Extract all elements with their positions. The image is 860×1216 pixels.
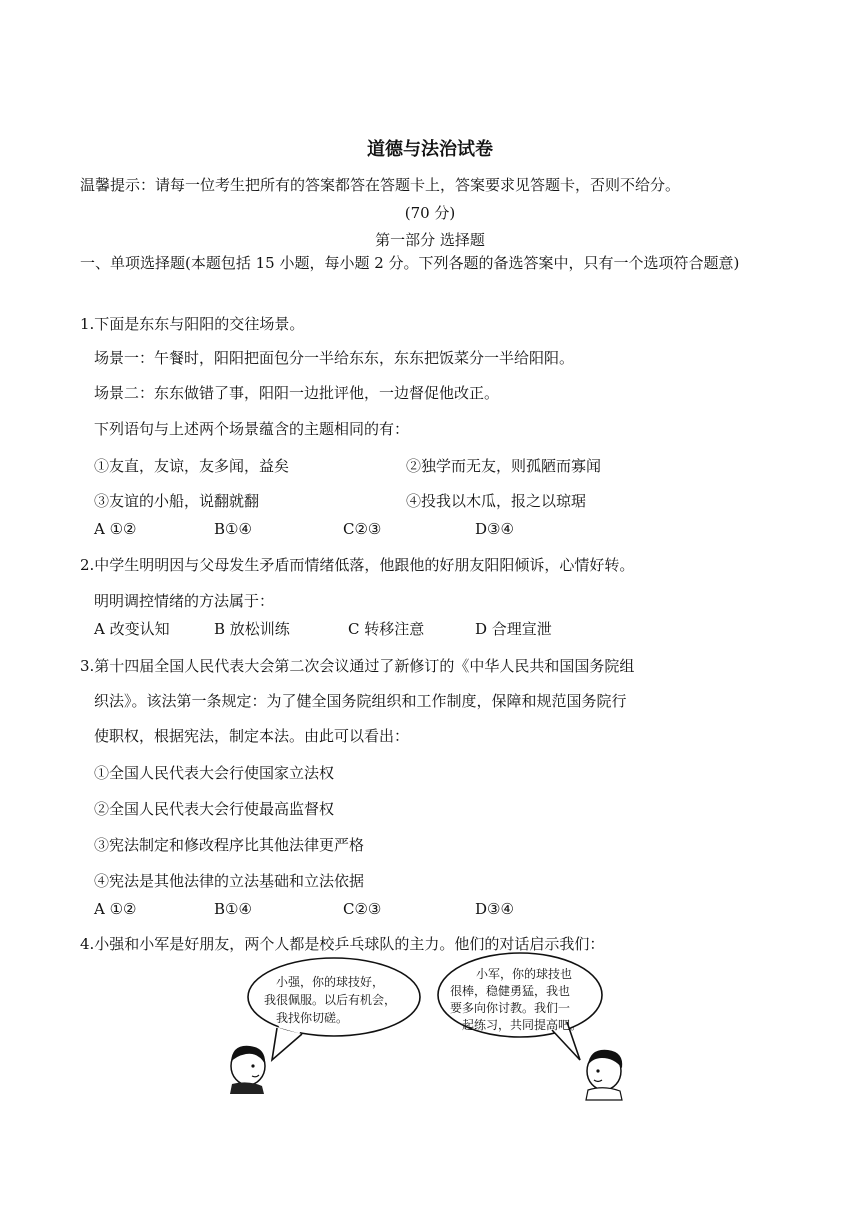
q1-prompt: 下列语句与上述两个场景蕴含的主题相同的有： [94, 420, 410, 438]
q1-option-b: B①④ [214, 520, 252, 538]
q1-scene1: 场景一：午餐时，阳阳把面包分一半给东东，东东把饭菜分一半给阳阳。 [94, 349, 575, 367]
right-bubble-line-4: 起练习，共同提高吧。 [462, 1018, 583, 1032]
dialogue-cartoon [222, 952, 652, 1102]
notice-text: 温馨提示：请每一位考生把所有的答案都答在答题卡上，答案要求见答题卡，否则不给分。 [80, 176, 681, 194]
q1-statement-4: ④投我以木瓜，报之以琼琚 [406, 492, 587, 510]
q3-statement-4: ④宪法是其他法律的立法基础和立法依据 [94, 872, 365, 890]
boy-right-illustration [586, 1050, 622, 1100]
q3-stem-line-1: 3.第十四届全国人民代表大会第二次会议通过了新修订的《中华人民共和国国务院组 [80, 657, 635, 675]
q2-option-d: D 合理宣泄 [475, 620, 552, 638]
left-speech-bubble [248, 958, 420, 1060]
q2-option-b: B 放松训练 [214, 620, 290, 638]
q1-statement-1: ①友直，友谅，友多闻，益矣 [94, 457, 290, 475]
q4-stem: 4.小强和小军是好朋友，两个人都是校乒乓球队的主力。他们的对话启示我们： [80, 935, 605, 953]
q3-stem-line-3: 使职权，根据宪法，制定本法。由此可以看出： [94, 727, 410, 745]
q1-option-a: A ①② [94, 520, 137, 538]
q1-stem: 1.下面是东东与阳阳的交往场景。 [80, 315, 305, 333]
q3-option-a: A ①② [94, 900, 137, 918]
part-heading: 第一部分 选择题 [375, 231, 485, 249]
section-instructions: 一、单项选择题(本题包括 15 小题，每小题 2 分。下列各题的备选答案中，只有一个选项符合题意) [80, 254, 740, 272]
q1-option-d: D③④ [475, 520, 514, 538]
q2-stem: 2.中学生明明因与父母发生矛盾而情绪低落，他跟他的好朋友阳阳倾诉，心情好转。 [80, 556, 635, 574]
total-score: (70 分) [404, 204, 456, 222]
q3-stem-line-2: 织法》。该法第一条规定：为了健全国务院组织和工作制度，保障和规范国务院行 [94, 692, 627, 710]
q2-prompt: 明明调控情绪的方法属于： [94, 592, 275, 610]
q3-statement-3: ③宪法制定和修改程序比其他法律更严格 [94, 836, 365, 854]
page-title: 道德与法治试卷 [367, 139, 493, 160]
q2-option-c: C 转移注意 [348, 620, 425, 638]
q1-statement-3: ③友谊的小船，说翻就翻 [94, 492, 260, 510]
right-bubble-line-2: 很棒，稳健勇猛，我也 [450, 984, 571, 998]
q3-option-c: C②③ [343, 900, 382, 918]
right-speech-bubble [438, 953, 602, 1060]
q3-option-d: D③④ [475, 900, 514, 918]
right-bubble-line-3: 要多向你讨教。我们一 [450, 1001, 571, 1015]
q2-option-a: A 改变认知 [94, 620, 170, 638]
q1-option-c: C②③ [343, 520, 382, 538]
left-bubble-line-2: 我很佩服。以后有机会， [264, 993, 397, 1007]
left-bubble-line-3: 我找你切磋。 [276, 1011, 349, 1025]
q1-statement-2: ②独学而无友，则孤陋而寡闻 [406, 457, 602, 475]
q1-scene2: 场景二：东东做错了事，阳阳一边批评他，一边督促他改正。 [94, 384, 500, 402]
right-bubble-line-1: 小军，你的球技也 [476, 967, 573, 981]
q3-statement-2: ②全国人民代表大会行使最高监督权 [94, 800, 335, 818]
boy-left-illustration [230, 1046, 265, 1094]
q3-option-b: B①④ [214, 900, 252, 918]
left-bubble-line-1: 小强，你的球技好， [276, 975, 385, 989]
q3-statement-1: ①全国人民代表大会行使国家立法权 [94, 764, 335, 782]
